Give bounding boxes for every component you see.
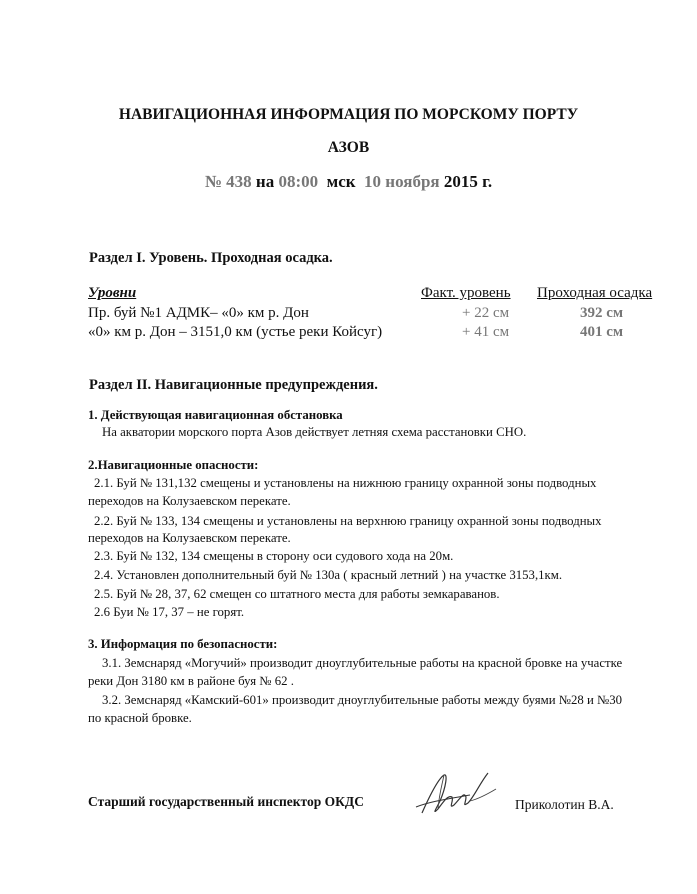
hazard-line: 2.6 Буи № 17, 37 – не горят. [94, 605, 245, 619]
hazard-line: 2.1. Буй № 131,132 смещены и установлены на нижнюю границу охранной зоны подводных [94, 476, 597, 490]
report-number: 438 [226, 172, 252, 191]
col-draft-header: Проходная осадка [537, 285, 653, 301]
safety-line: 3.1. Земснаряд «Могучий» производит дноуглубительные работы на красной бровке на участке [102, 656, 623, 670]
report-year: 2015 г. [443, 172, 493, 191]
label-na: на [255, 172, 275, 191]
level-row-draft: 401 см [580, 324, 624, 340]
hazard-line: переходов на Колузаевском перекате. [88, 494, 291, 508]
safety-line: реки Дон 3180 км в районе буя № 62 . [88, 674, 294, 688]
hazard-line: 2.4. Установлен дополнительный буй № 130а ( красный летний ) на участке 3153,1км. [94, 568, 563, 582]
level-row-draft: 392 см [580, 305, 624, 321]
col-fact-header: Факт. уровень [421, 285, 511, 301]
report-header [0, 172, 697, 192]
hazard-line: 2.3. Буй № 132, 134 смещены в сторону оси судового хода на 20м. [94, 549, 454, 563]
safety-line: 3.2. Земснаряд «Камский-601» производит дноуглубительные работы между буями №28 и №30 [102, 693, 623, 707]
report-time: 08:00 [278, 172, 319, 191]
safety-line: по красной бровке. [88, 711, 192, 725]
sub3-title: 3. Информация по безопасности: [88, 637, 278, 651]
signatory-position: Старший государственный инспектор ОКДС [88, 794, 364, 809]
handwritten-signature [408, 765, 500, 825]
hazard-line: 2.2. Буй № 133, 134 смещены и установлены на верхнюю границу охранной зоны подводных [94, 514, 602, 528]
sub1-text: На акватории морского порта Азов действует летняя схема расстановки СНО. [102, 425, 527, 439]
section2-title: Раздел II. Навигационные предупреждения. [89, 377, 378, 393]
timezone: мск [326, 172, 356, 191]
col-levels-header: Уровни [88, 285, 137, 301]
report-date: 10 ноября [364, 172, 440, 191]
level-row-name: Пр. буй №1 АДМК– «0» км р. Дон [88, 305, 309, 321]
number-sign: № [204, 172, 222, 191]
level-row-fact: + 22 см [462, 305, 510, 321]
port-name: АЗОВ [327, 139, 370, 156]
level-row-name: «0» км р. Дон – 3151,0 км (устье реки Койсуг) [88, 324, 383, 340]
section1-title: Раздел I. Уровень. Проходная осадка. [89, 250, 333, 266]
level-row-fact: + 41 см [462, 324, 510, 340]
sub1-title: 1. Действующая навигационная обстановка [88, 408, 343, 422]
document-title: НАВИГАЦИОННАЯ ИНФОРМАЦИЯ ПО МОРСКОМУ ПОРТУ [118, 106, 579, 123]
hazard-line: переходов на Колузаевском перекате. [88, 531, 291, 545]
hazard-line: 2.5. Буй № 28, 37, 62 смещен со штатного места для работы земкараванов. [94, 587, 500, 601]
signatory-name: Приколотин В.А. [515, 797, 614, 812]
sub2-title: 2.Навигационные опасности: [88, 458, 259, 472]
